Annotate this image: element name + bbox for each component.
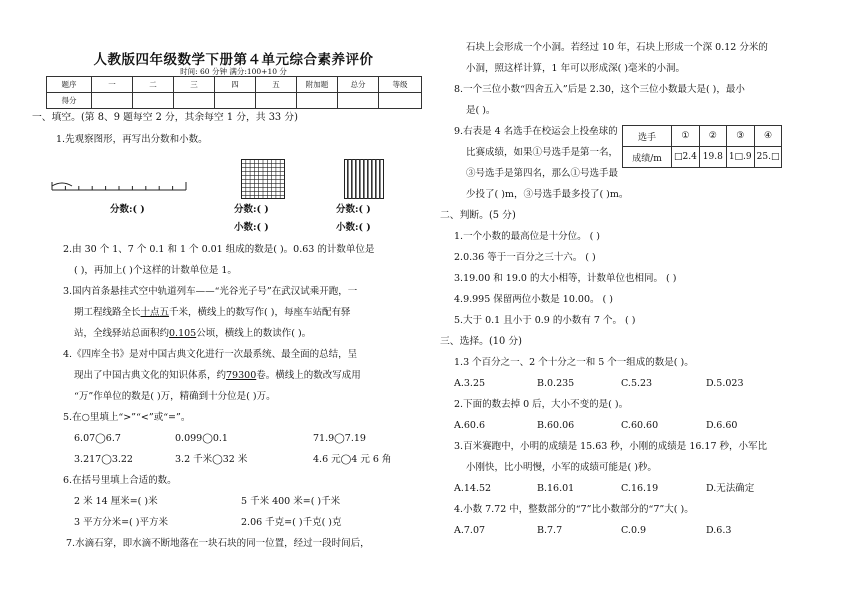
fraction-label: 分数:( ): [234, 204, 269, 215]
score-header: 总分: [338, 77, 379, 93]
option[interactable]: A.7.07: [454, 525, 486, 536]
judge-item: 3.19.00 和 19.0 的大小相等，计数单位也相同。 ( ): [454, 273, 677, 284]
option[interactable]: C.16.19: [621, 483, 659, 494]
option[interactable]: C.60.60: [621, 420, 659, 431]
score-table: [46, 76, 422, 109]
question-text: 少投了( )m，③号选手最多投了( )m。: [466, 189, 629, 200]
results-cell: 19.8: [699, 147, 726, 168]
striped-rectangle-figure: [344, 159, 384, 199]
option[interactable]: C.5.23: [621, 378, 653, 389]
hundred-grid-figure: [241, 159, 285, 199]
results-header: ①: [672, 126, 700, 147]
option[interactable]: D.无法确定: [706, 483, 755, 494]
score-header: 四: [215, 77, 256, 93]
compare-item: 0.099◯0.1: [175, 433, 228, 444]
option[interactable]: B.7.7: [537, 525, 563, 536]
score-cell[interactable]: [297, 93, 338, 109]
decimal-label: 小数:( ): [234, 222, 269, 233]
compare-item: 3.2 千米◯32 米: [175, 454, 248, 465]
question-text: 小刚快，比小明慢，小军的成绩可能是( )秒。: [466, 462, 657, 473]
results-cell: 1□.9: [726, 147, 754, 168]
underlined-number: 79300: [226, 370, 257, 381]
compare-item: 3.217◯3.22: [74, 454, 133, 465]
question-text: 期工程线路全长: [74, 307, 141, 318]
exam-info: 时间: 60 分钟 满分:100+10 分: [180, 67, 287, 76]
judge-item: 4.9.995 保留两位小数是 10.00。 ( ): [454, 294, 613, 305]
question-text: 9.右表是 4 名选手在校运会上投垒球的: [454, 126, 618, 137]
question-text: 8.一个三位小数“四舍五入”后是 2.30，这个三位小数最大是( )，最小: [454, 84, 745, 95]
option[interactable]: C.0.9: [621, 525, 647, 536]
section-heading: 一、填空。(第 8、9 题每空 2 分，其余每空 1 分，共 33 分): [32, 112, 298, 123]
score-cell[interactable]: [215, 93, 256, 109]
option[interactable]: A.3.25: [454, 378, 486, 389]
option[interactable]: A.14.52: [454, 483, 492, 494]
question-text: 3.百米赛跑中，小明的成绩是 15.63 秒，小刚的成绩是 16.17 秒，小军比: [454, 441, 768, 452]
judge-item: 1.一个小数的最高位是十分位。 ( ): [454, 231, 601, 242]
score-header: 等级: [379, 77, 422, 93]
judge-item: 5.大于 0.1 且小于 0.9 的小数有 7 个。 ( ): [454, 315, 636, 326]
option[interactable]: D.5.023: [706, 378, 744, 389]
question-text: 小洞，照这样计算，1 年可以形成深( )毫米的小洞。: [466, 63, 685, 74]
question-text: “万”作单位的数是( )万，精确到十分位是( )万。: [74, 391, 276, 402]
score-header: 题序: [47, 77, 92, 93]
question-text: 1.先观察图形，再写出分数和小数。: [56, 134, 208, 145]
results-header: ④: [754, 126, 782, 147]
question-text: [74, 327, 311, 341]
number-line-figure: [50, 176, 190, 194]
page-title: 人教版四年级数学下册第４单元综合素养评价: [93, 52, 374, 68]
decimal-label: 小数:( ): [336, 222, 371, 233]
question-text: 现出了中国古典文化的知识体系，约: [74, 370, 227, 381]
question-text: [74, 306, 350, 320]
score-header: 附加题: [297, 77, 338, 93]
score-header: 一: [92, 77, 133, 93]
results-table: [622, 125, 782, 168]
score-cell[interactable]: [92, 93, 133, 109]
results-header: ②: [699, 126, 726, 147]
score-cell[interactable]: [338, 93, 379, 109]
question-text: 卷。横线上的数改写成用: [256, 370, 361, 381]
question-text: 4.《四库全书》是对中国古典文化进行一次最系统、最全面的总结，呈: [63, 349, 358, 360]
score-header: 二: [133, 77, 174, 93]
score-cell[interactable]: [379, 93, 422, 109]
question-text: 比赛成绩，如果①号选手是第一名，: [466, 147, 619, 158]
score-header: 三: [174, 77, 215, 93]
question-text: ③号选手是第四名，那么①号选手最: [466, 168, 619, 179]
results-cell: □2.4: [672, 147, 700, 168]
question-text: 7.水滴石穿，即水滴不断地落在一块石块的同一位置，经过一段时间后，: [66, 538, 370, 549]
question-text: 2.下面的数去掉 0 后，大小不变的是( )。: [454, 399, 629, 410]
fill-item: 2 米 14 厘米=( )米: [74, 496, 158, 507]
question-text: 公顷，横线上的数读作( )。: [196, 328, 312, 339]
option[interactable]: B.16.01: [537, 483, 575, 494]
question-text: 4.小数 7.72 中，整数部分的“7”比小数部分的“7”大( )。: [454, 504, 694, 515]
compare-item: 71.9◯7.19: [313, 433, 366, 444]
question-text: 5.在○里填上“>”“<”或“=”。: [63, 412, 191, 423]
question-text: 2.由 30 个 1、7 个 0.1 和 1 个 0.01 组成的数是( )。0.63 的计数单位是: [63, 244, 375, 255]
score-cell[interactable]: [133, 93, 174, 109]
underlined-number: 0.105: [169, 328, 197, 339]
results-row-label: 成绩/m: [623, 147, 672, 168]
question-text: ( )，再加上( )个这样的计数单位是 1。: [74, 265, 237, 276]
question-text: 是( )。: [466, 105, 496, 116]
fill-item: 3 平方分米=( )平方米: [74, 517, 168, 528]
question-text: 1.3 个百分之一、2 个十分之一和 5 个一组成的数是( )。: [454, 357, 694, 368]
section-heading: 二、判断。(5 分): [440, 210, 516, 221]
option[interactable]: B.0.235: [537, 378, 575, 389]
results-header: ③: [726, 126, 754, 147]
option[interactable]: D.6.60: [706, 420, 738, 431]
fill-item: 5 千米 400 米=( )千米: [241, 496, 341, 507]
option[interactable]: B.60.06: [537, 420, 575, 431]
compare-item: 6.07◯6.7: [74, 433, 121, 444]
score-cell[interactable]: [256, 93, 297, 109]
question-text: 站，全线驿站总面积约: [74, 328, 170, 339]
score-header: 五: [256, 77, 297, 93]
fraction-label: 分数:( ): [110, 204, 145, 215]
question-text: 千米，横线上的数写作( )，每座车站配有驿: [169, 307, 351, 318]
question-text: 石块上会形成一个小洞。若经过 10 年，石块上形成一个深 0.12 分米的: [466, 42, 768, 53]
question-text: 3.国内首条悬挂式空中轨道列车——“光谷光子号”在武汉试乘开跑，一: [63, 286, 358, 297]
fraction-label: 分数:( ): [336, 204, 371, 215]
option[interactable]: A.60.6: [454, 420, 486, 431]
section-heading: 三、选择。(10 分): [440, 336, 523, 347]
results-header: 选手: [623, 126, 672, 147]
underlined-number: 十点五: [140, 307, 170, 318]
results-cell: 25.□: [754, 147, 782, 168]
judge-item: 2.0.36 等于一百分之三十六。 ( ): [454, 252, 596, 263]
score-row-label: 得分: [47, 93, 92, 109]
question-text: [74, 369, 361, 383]
question-text: 6.在括号里填上合适的数。: [63, 475, 177, 486]
option[interactable]: D.6.3: [706, 525, 732, 536]
fill-item: 2.06 千克=( )千克( )克: [241, 517, 342, 528]
score-cell[interactable]: [174, 93, 215, 109]
compare-item: 4.6 元◯4 元 6 角: [313, 454, 392, 465]
